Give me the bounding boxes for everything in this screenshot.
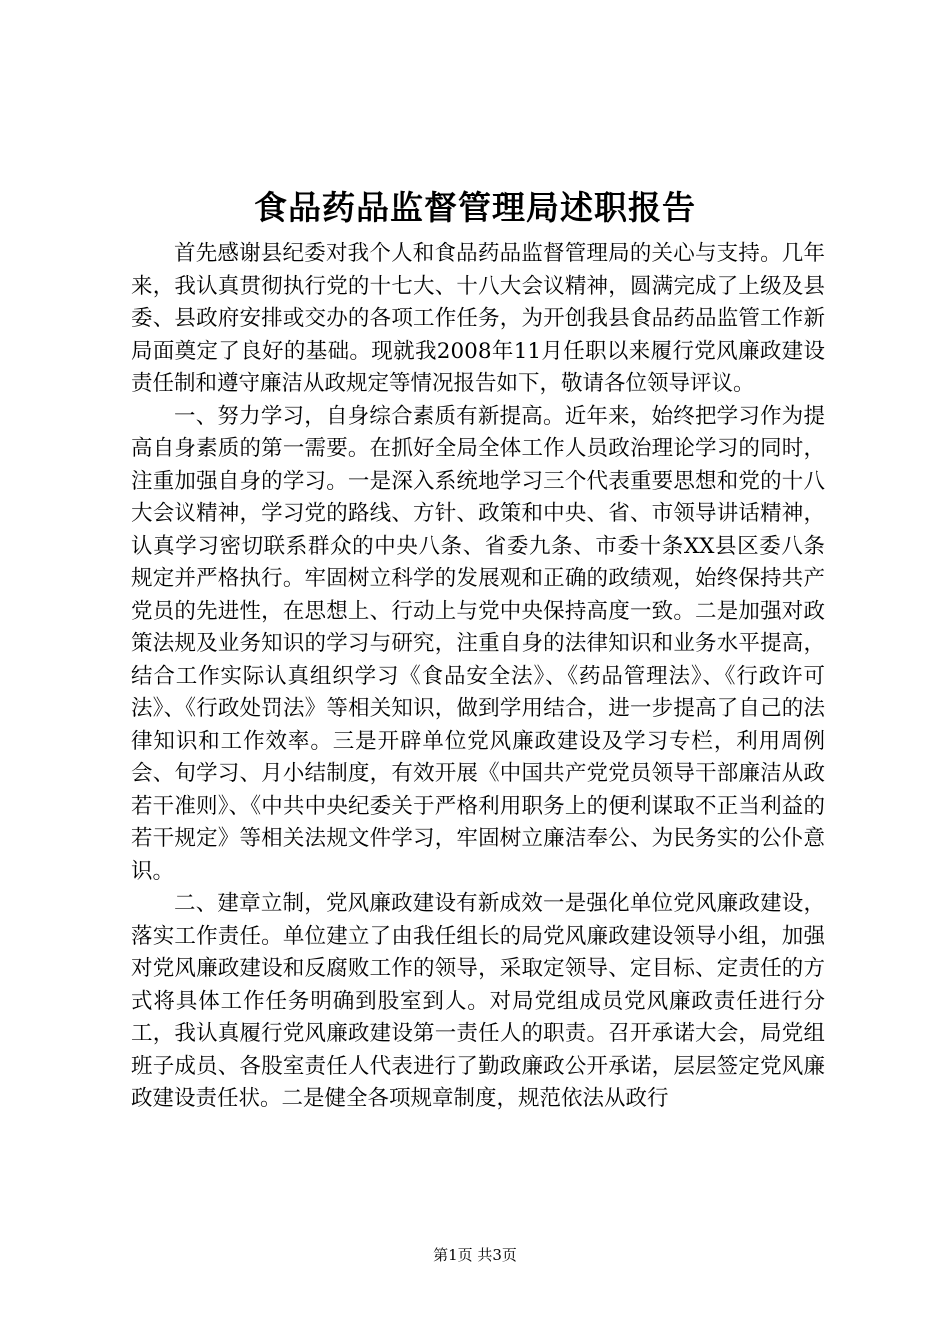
page-number-footer: 第1页 共3页 [433,1246,517,1264]
document-body [131,238,825,1116]
document-title: 食品药品监督管理局述职报告 [254,188,696,227]
paragraph-intro: 首先感谢县纪委对我个人和食品药品监督管理局的关心与支持。几年来，我认真贯彻执行党的十七大、十八大会议精神，圆满完成了上级及县委、县政府安排或交办的各项工作任务，为开创我县食品药品监管工作新局面奠定了良好的基础。现就我2008年11月任职以来履行党风廉政建设责任制和遵守廉洁从政规定等情况报告如下，敬请各位领导评议。 [131,241,825,396]
paragraph-section-one: 一、努力学习，自身综合素质有新提高。近年来，始终把学习作为提高自身素质的第一需要。在抓好全局全体工作人员政治理论学习的同时，注重加强自身的学习。一是深入系统地学习三个代表重要思想和党的十八大会议精神，学习党的路线、方针、政策和中央、省、市领导讲话精神，认真学习密切联系群众的中央八条、省委九条、市委十条XX县区委八条规定并严格执行。牢固树立科学的发展观和正确的政绩观，始终保持共产党员的先进性，在思想上、行动上与党中央保持高度一致。二是加强对政策法规及业务知识的学习与研究，注重自身的法律知识和业务水平提高，结合工作实际认真组织学习《食品安全法》、《药品管理法》、《行政许可法》、《行政处罚法》等相关知识，做到学用结合，进一步提高了自己的法律知识和工作效率。三是开辟单位党风廉政建设及学习专栏，利用周例会、旬学习、月小结制度，有效开展《中国共产党党员领导干部廉洁从政若干准则》、《中共中央纪委关于严格利用职务上的便利谋取不正当利益的若干规定》等相关法规文件学习，牢固树立廉洁奉公、为民务实的公仆意识。 [131,403,825,884]
paragraph-section-two: 二、建章立制，党风廉政建设有新成效一是强化单位党风廉政建设，落实工作责任。单位建立了由我任组长的局党风廉政建设领导小组，加强对党风廉政建设和反腐败工作的领导，采取定领导、定目标、定责任的方式将具体工作任务明确到股室到人。对局党组成员党风廉政责任进行分工，我认真履行党风廉政建设第一责任人的职责。召开承诺大会，局党组班子成员、各股室责任人代表进行了勤政廉政公开承诺，层层签定党风廉政建设责任状。二是健全各项规章制度，规范依法从政行 [131,891,825,1111]
